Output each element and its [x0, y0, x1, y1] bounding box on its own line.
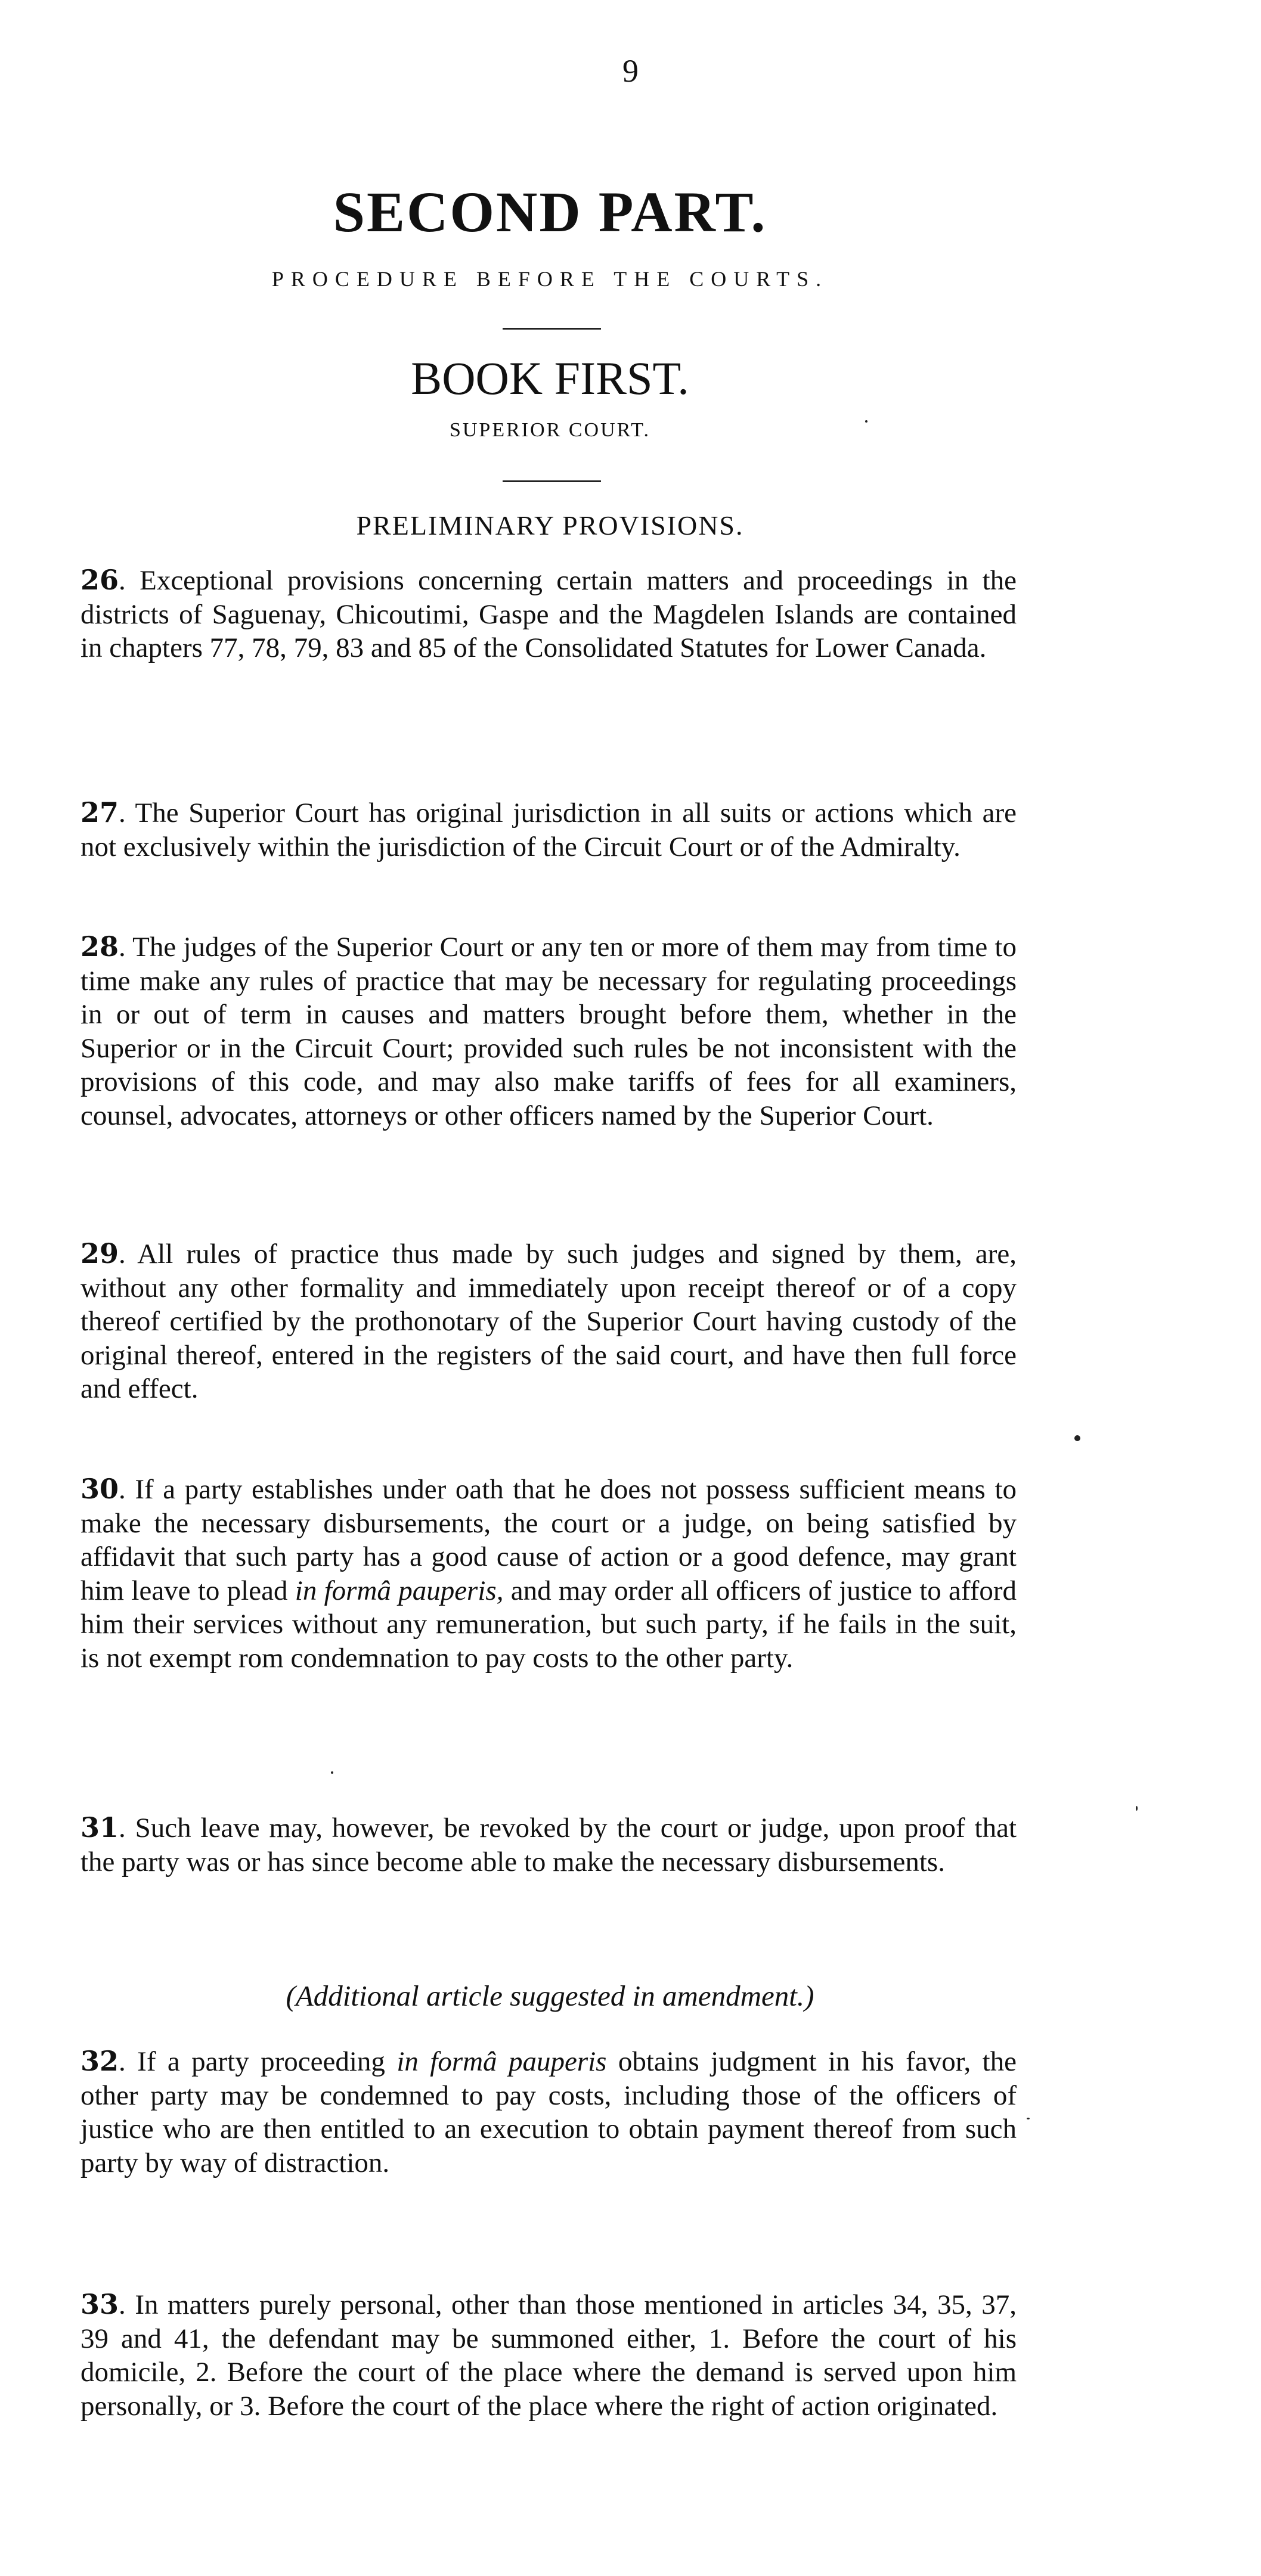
article-italic-phrase: in formâ pauperis,: [295, 1575, 504, 1606]
part-title: SECOND PART.: [333, 180, 767, 244]
article-text-continued: and may order all officers of justice to afford him their services without any remuneration, but such party, if he fails in the suit, is not exempt rom condemnation to pay costs to the other party.: [80, 1575, 1017, 1674]
book-subtitle: SUPERIOR COURT.: [449, 419, 651, 441]
divider-rule: [503, 328, 601, 330]
section-heading: PRELIMINARY PROVISIONS.: [356, 510, 744, 541]
article-26: 26. Exceptional provisions concerning certain matters and proceedings in the districts of Saguenay, Chicoutimi, Gaspe and the Magdelen Islands are contained in chapters 77, 78, 79, 83 and 85 of the Consolidated Statutes for Lower Canada.: [80, 564, 1017, 663]
article-text: Such leave may, however, be revoked by the court or judge, upon proof that the party was or has since become able to make the necessary disbursements.: [80, 1812, 1017, 1877]
article-text: If a party proceeding: [137, 2046, 385, 2077]
print-speck: [865, 420, 867, 423]
article-number: 29: [80, 1237, 119, 1270]
print-speck: [1136, 1806, 1138, 1811]
article-text-continued: obtains judgment in his favor, the other party may be condemned to pay costs, including those of the officers of justice who are then entitled to an execution to obtain payment thereof from such party by way of distraction.: [80, 2046, 1017, 2178]
article-number: 27: [80, 796, 119, 828]
article-text: The judges of the Superior Court or any ten or more of them may from time to time make any rules of practice that may be necessary for regulating proceedings in or out of term in causes and matters brought before them, whether in the Superior or in the Circuit Court; provided such rules be not inconsistent with the provisions of this code, and may also make tariffs of fees for all examiners, counsel, advocates, attorneys or other officers named by the Superior Court.: [80, 932, 1017, 1131]
page-number: 9: [622, 53, 639, 89]
article-text: In matters purely personal, other than those mentioned in articles 34, 35, 37, 39 and 41, the defendant may be summoned either, 1. Before the court of his domicile, 2. Before the court of the place where the demand is served upon him personally, or 3. Before the court of the place where the right of action originated.: [80, 2289, 1017, 2422]
print-speck: [331, 1771, 333, 1774]
article-33: 33. In matters purely personal, other than those mentioned in articles 34, 35, 37, 39 and 41, the defendant may be summoned either, 1. Before the court of his domicile, 2. Before the court of the place where the demand is served upon him personally, or 3. Before the court of the place where the right of action originated.: [80, 2288, 1017, 2422]
article-number: 32: [80, 2045, 119, 2077]
article-30: 30. If a party establishes under oath that he does not possess sufficient means to make the necessary disbursements, the court or a judge, on being satisfied by affidavit that such party has a good cause of action or a good defence, may grant him leave to plead in formâ pauperis, and may order all officers of justice to afford him their services without any remuneration, but such party, if he fails in the suit, is not exempt rom condemnation to pay costs to the other party.: [80, 1473, 1017, 1674]
article-text: If a party establishes under oath that he does not possess sufficient means to make the necessary disbursements, the court or a judge, on being satisfied by affidavit that such party has a good cause of action or a good defence, may grant him leave to plead: [80, 1474, 1017, 1606]
article-text: The Superior Court has original jurisdiction in all suits or actions which are not exclusively within the jurisdiction of the Circuit Court or of the Admiralty.: [80, 797, 1017, 862]
article-27: 27. The Superior Court has original jurisdiction in all suits or actions which are not exclusively within the jurisdiction of the Circuit Court or of the Admiralty.: [80, 796, 1017, 862]
book-title: BOOK FIRST.: [411, 352, 689, 404]
article-number: 26: [80, 564, 119, 596]
article-text: All rules of practice thus made by such judges and signed by them, are, without any other formality and immediately upon receipt thereof or of a copy thereof certified by the prothonotary of the Superior Court having custody of the original thereof, entered in the registers of the said court, and have then full force and effect.: [80, 1239, 1017, 1404]
article-29: 29. All rules of practice thus made by such judges and signed by them, are, without any other formality and immediately upon receipt thereof or of a copy thereof certified by the prothonotary of the Superior Court having custody of the original thereof, entered in the registers of the said court, and have then full force and effect.: [80, 1237, 1017, 1404]
article-italic-phrase: in formâ pauperis: [396, 2046, 607, 2077]
article-number: 31: [80, 1811, 119, 1843]
print-speck: [1027, 2118, 1030, 2119]
article-text: Exceptional provisions concerning certain matters and proceedings in the districts of Saguenay, Chicoutimi, Gaspe and the Magdelen Islands are contained in chapters 77, 78, 79, 83 and 85 of the Consolidated Statutes for Lower Canada.: [80, 565, 1017, 663]
part-subtitle: PROCEDURE BEFORE THE COURTS.: [271, 267, 829, 291]
article-number: 30: [80, 1473, 119, 1505]
amendment-note: (Additional article suggested in amendment.): [286, 1979, 814, 2012]
divider-rule: [503, 480, 601, 482]
article-number: 33: [80, 2288, 119, 2320]
article-32: 32. If a party proceeding in formâ pauperis obtains judgment in his favor, the other party may be condemned to pay costs, including those of the officers of justice who are then entitled to an execution to obtain payment thereof from such party by way of distraction.: [80, 2045, 1017, 2178]
article-28: 28. The judges of the Superior Court or any ten or more of them may from time to time make any rules of practice that may be necessary for regulating proceedings in or out of term in causes and matters brought before them, whether in the Superior or in the Circuit Court; provided such rules be not inconsistent with the provisions of this code, and may also make tariffs of fees for all examiners, counsel, advocates, attorneys or other officers named by the Superior Court.: [80, 930, 1017, 1131]
article-number: 28: [80, 930, 119, 963]
print-speck: [1074, 1435, 1080, 1441]
article-31: 31. Such leave may, however, be revoked by the court or judge, upon proof that the party was or has since become able to make the necessary disbursements.: [80, 1811, 1017, 1877]
